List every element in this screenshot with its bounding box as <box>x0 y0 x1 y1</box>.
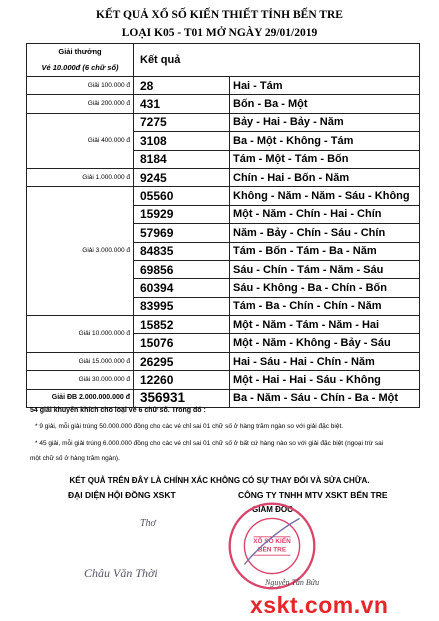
winning-number: 15852 <box>134 316 230 334</box>
prize-label: Giải 400.000 đ <box>27 113 134 168</box>
winning-number: 05560 <box>134 187 230 205</box>
site-watermark: xskt.com.vn <box>250 592 389 618</box>
winning-number: 60394 <box>134 279 230 297</box>
winning-number: 26295 <box>134 352 230 370</box>
svg-text:BẾN TRE: BẾN TRE <box>257 546 287 554</box>
winning-number: 431 <box>134 95 230 113</box>
result-row <box>27 168 420 186</box>
table-header-row <box>27 44 420 77</box>
prize-label: Giải 3.000.000 đ <box>27 187 134 316</box>
prize-label: Giải 10.000.000 đ <box>27 316 134 353</box>
number-in-words: Bảy - Hai - Bảy - Năm <box>230 113 420 131</box>
winning-number: 3108 <box>134 132 230 150</box>
result-row <box>27 389 420 407</box>
prize-label: Giải 30.000.000 đ <box>27 371 134 389</box>
number-in-words: Năm - Bảy - Chín - Sáu - Chín <box>230 224 420 242</box>
prize-label: Giải 200.000 đ <box>27 95 134 113</box>
consolation-note-2: * 45 giải, mỗi giải trúng 6.000.000 đồng cho các vé chỉ sai 01 chữ số ở bất cứ hàng nào so với giải đặc biệt (ngoại trừ sai <box>35 440 384 447</box>
company-signer-name: Nguyễn Tấn Bửu <box>265 578 320 587</box>
winning-number: 57969 <box>134 224 230 242</box>
svg-text:XỔ SỐ KIẾN: XỔ SỐ KIẾN <box>253 538 291 546</box>
winning-number: 12260 <box>134 371 230 389</box>
consolation-note-1: * 9 giải, mỗi giải trúng 50.000.000 đồng cho các vé chỉ sai 01 chữ số ở hàng trăm ngàn so với giải đặc biệt. <box>35 423 344 430</box>
result-row <box>27 95 420 113</box>
council-signature-initial: Thơ <box>140 518 156 529</box>
number-in-words: Một - Năm - Tám - Năm - Hai <box>230 316 420 334</box>
winning-number: 8184 <box>134 150 230 168</box>
result-row <box>27 352 420 370</box>
number-in-words: Bốn - Ba - Một <box>230 95 420 113</box>
number-in-words: Hai - Sáu - Hai - Chín - Năm <box>230 352 420 370</box>
number-in-words: Không - Năm - Năm - Sáu - Không <box>230 187 420 205</box>
results-table <box>26 43 420 408</box>
page-subtitle: LOẠI K05 - T01 MỞ NGÀY 29/01/2019 <box>121 27 318 39</box>
prize-label: Giải 1.000.000 đ <box>27 168 134 186</box>
winning-number: 356931 <box>134 389 230 407</box>
number-in-words: Ba - Một - Không - Tám <box>230 132 420 150</box>
winning-number: 9245 <box>134 168 230 186</box>
winning-number: 84835 <box>134 242 230 260</box>
number-in-words: Tám - Ba - Chín - Chín - Năm <box>230 297 420 315</box>
council-representative-title: ĐẠI DIỆN HỘI ĐỒNG XSKT <box>68 490 176 500</box>
prize-label: Giải ĐB 2.000.000.000 đ <box>27 389 134 407</box>
number-in-words: Một - Năm - Chín - Hai - Chín <box>230 205 420 223</box>
result-row <box>27 77 420 95</box>
winning-number: 15076 <box>134 334 230 352</box>
result-row <box>27 316 420 334</box>
prize-column-header <box>27 44 134 77</box>
result-row <box>27 371 420 389</box>
consolation-intro: 54 giải khuyến khích cho loại vé 6 chữ số. Trong đó : <box>30 407 206 414</box>
prize-column-title: Giải thưởng <box>58 47 102 56</box>
number-in-words: Một - Năm - Không - Bảy - Sáu <box>230 334 420 352</box>
winning-number: 83995 <box>134 297 230 315</box>
prize-label: Giải 100.000 đ <box>27 77 134 95</box>
number-in-words: Tám - Bốn - Tám - Ba - Năm <box>230 242 420 260</box>
winning-number: 15929 <box>134 205 230 223</box>
number-in-words: Chín - Hai - Bốn - Năm <box>230 168 420 186</box>
number-in-words: Sáu - Chín - Tám - Năm - Sáu <box>230 260 420 278</box>
number-in-words: Ba - Năm - Sáu - Chín - Ba - Một <box>230 389 420 407</box>
prize-column-note: Vé 10.000đ (6 chữ số) <box>41 63 119 72</box>
result-row <box>27 113 420 131</box>
winning-number: 69856 <box>134 260 230 278</box>
result-column-header: Kết quả <box>134 44 420 77</box>
number-in-words: Sáu - Không - Ba - Chín - Bốn <box>230 279 420 297</box>
winning-number: 28 <box>134 77 230 95</box>
disclaimer: KẾT QUẢ TRÊN ĐÂY LÀ CHÍNH XÁC KHÔNG CÓ SỰ THAY ĐỔI VÀ SỬA CHỮA. <box>69 476 370 485</box>
prize-label: Giải 15.000.000 đ <box>27 352 134 370</box>
consolation-note-2-cont: một chữ số ở hàng trăm ngàn). <box>30 455 120 462</box>
page-title: KẾT QUẢ XỔ SỐ KIẾN THIẾT TỈNH BẾN TRE <box>96 9 343 21</box>
number-in-words: Tám - Một - Tám - Bốn <box>230 150 420 168</box>
company-title: CÔNG TY TNHH MTV XSKT BẾN TRE <box>238 490 388 500</box>
director-title: GIÁM ĐỐC <box>252 505 293 514</box>
winning-number: 7275 <box>134 113 230 131</box>
number-in-words: Hai - Tám <box>230 77 420 95</box>
number-in-words: Một - Hai - Hai - Sáu - Không <box>230 371 420 389</box>
council-signature-name: Châu Văn Thời <box>84 566 158 580</box>
result-row <box>27 187 420 205</box>
